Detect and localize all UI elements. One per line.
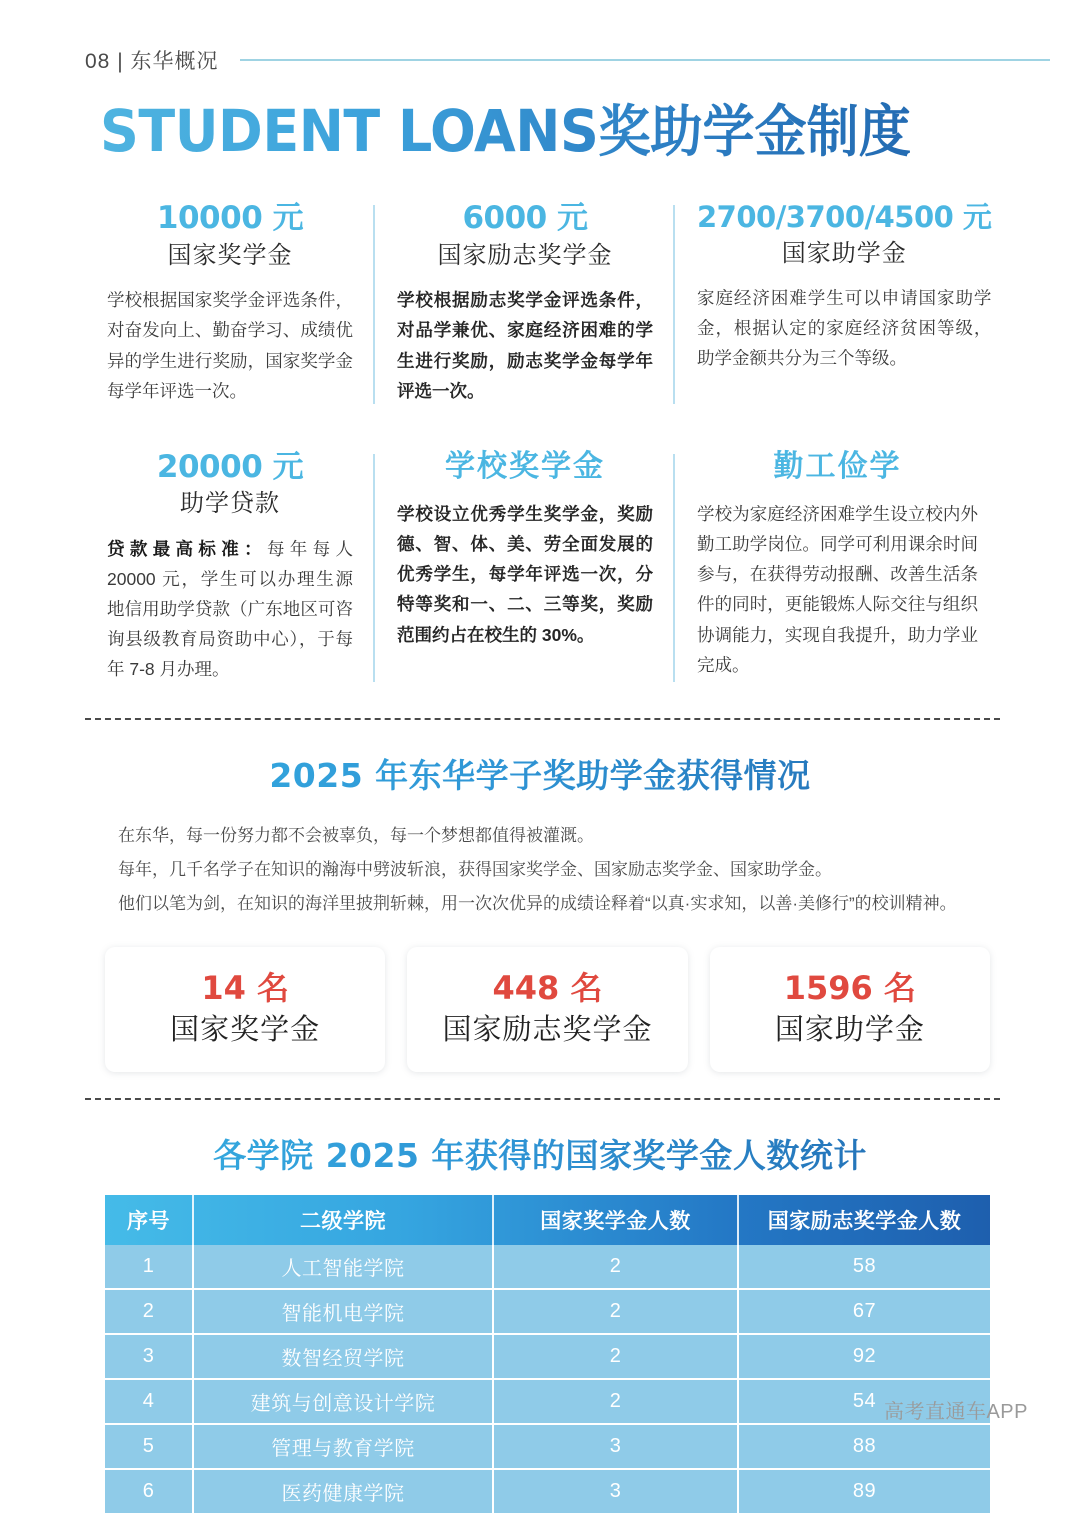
- table-col-header-inspirational: 国家励志奖学金人数: [767, 1209, 962, 1233]
- page-header: [0, 0, 1080, 73]
- policy-description-lead: 贷款最高标准：: [107, 538, 267, 559]
- policy-amount: 学校奖学金: [445, 448, 605, 484]
- awards-intro-line: 在东华，每一份努力都不会被辜负，每一个梦想都值得被灌溉。: [118, 826, 594, 846]
- policy-card-national-scholarship: [85, 199, 375, 413]
- cell-index: 3: [105, 1334, 193, 1379]
- policy-sublabel: 国家助学金: [781, 239, 907, 267]
- table-col-header-national: 国家奖学金人数: [493, 1195, 738, 1245]
- policy-description: 学校为家庭经济困难学生设立校内外勤工助学岗位。同学可利用课余时间参与，在获得劳动报酬、改善生活条件的同时，更能锻炼人际交往与组织协调能力，实现自我提升，助力学业完成。: [697, 504, 978, 675]
- policy-amount: 勤工俭学: [773, 448, 902, 484]
- cell-college: 医药健康学院: [193, 1469, 493, 1513]
- table-row: [105, 1245, 990, 1289]
- cell-index: 1: [105, 1245, 193, 1289]
- table-section-heading: 各学院 2025 年获得的国家奖学金人数统计: [0, 1130, 1080, 1177]
- policy-sublabel: 助学贷款: [180, 490, 280, 518]
- policy-grid-row-1: [85, 199, 1000, 413]
- stat-card: [710, 947, 990, 1072]
- table-row: [105, 1379, 990, 1424]
- awards-stat-cards: [105, 947, 990, 1072]
- cell-index: 5: [105, 1424, 193, 1469]
- page-folio: 08 | 东华概况: [85, 50, 219, 73]
- awards-intro-line: 他们以笔为剑，在知识的海洋里披荆斩棘，用一次次优异的成绩诠释着“以真·实求知，以善·美修行”的校训精神。: [118, 894, 957, 914]
- cell-index: 2: [105, 1289, 193, 1334]
- cell-national-count: 2: [493, 1379, 738, 1424]
- policy-card-work-study: [675, 448, 1000, 692]
- policy-sublabel: 国家奖学金: [167, 242, 293, 270]
- cell-national-count: 2: [493, 1245, 738, 1289]
- stat-count: 1596 名: [783, 969, 916, 1008]
- stat-label: 国家励志奖学金: [442, 1013, 653, 1046]
- divider-dashed-bottom: [85, 1098, 1000, 1100]
- policy-grid-row-2: [85, 448, 1000, 692]
- page-title-cn: 奖助学金制度: [598, 100, 911, 165]
- header-rule: [240, 59, 1050, 61]
- table-row: [105, 1289, 990, 1334]
- cell-inspirational-count: 58: [738, 1245, 990, 1289]
- cell-national-count: 3: [493, 1469, 738, 1513]
- cell-inspirational-count: 89: [738, 1469, 990, 1513]
- stat-label: 国家助学金: [774, 1013, 925, 1046]
- policy-amount: 2700/3700/4500 元: [697, 200, 992, 235]
- page-title: [100, 98, 1011, 165]
- awards-section-heading: 2025 年东华学子奖助学金获得情况: [0, 750, 1080, 797]
- cell-college: 管理与教育学院: [193, 1424, 493, 1469]
- policy-description: 家庭经济困难学生可以申请国家助学金，根据认定的家庭经济贫困等级，助学金额共分为三个等级。: [697, 287, 992, 369]
- policy-card-national-grant: [675, 199, 1013, 413]
- awards-intro-line: 每年，几千名学子在知识的瀚海中劈波斩浪，获得国家奖学金、国家励志奖学金、国家助学金。: [118, 860, 832, 880]
- policy-amount: 6000 元: [462, 200, 588, 237]
- table-row: [105, 1334, 990, 1379]
- table-row: [105, 1424, 990, 1469]
- policy-card-student-loan: [85, 448, 375, 692]
- policy-description-rest: 每年每人 20000 元，学生可以办理生源地信用助学贷款（广东地区可咨询县级教育局资助中心），于每年 7-8 月办理。: [107, 538, 354, 680]
- cell-inspirational-count: 92: [738, 1334, 990, 1379]
- cell-national-count: 3: [493, 1424, 738, 1469]
- policy-description: 学校设立优秀学生奖学金，奖励德、智、体、美、劳全面发展的优秀学生，每学年评选一次，分特等奖和一、二、三等奖，奖励范围约占在校生的 30%。: [397, 504, 653, 645]
- cell-college: 建筑与创意设计学院: [193, 1379, 493, 1424]
- footer-watermark: 高考直通车APP: [883, 1401, 1028, 1423]
- awards-intro: [118, 819, 1000, 921]
- cell-inspirational-count: 67: [738, 1289, 990, 1334]
- policy-card-inspirational-scholarship: [375, 199, 675, 413]
- table-header-row: [105, 1195, 990, 1245]
- cell-national-count: 2: [493, 1289, 738, 1334]
- policy-description: 学校根据国家奖学金评选条件，对奋发向上、勤奋学习、成绩优异的学生进行奖励，国家奖学金每学年评选一次。: [107, 290, 353, 401]
- table-head: [105, 1195, 990, 1245]
- divider-dashed-top: [85, 718, 1000, 720]
- policy-description: 学校根据励志奖学金评选条件，对品学兼优、家庭经济困难的学生进行奖励，励志奖学金每学年评选一次。: [397, 290, 653, 401]
- cell-index: 4: [105, 1379, 193, 1424]
- scholarship-table-wrap: [105, 1195, 990, 1513]
- stat-card: [407, 947, 687, 1072]
- page-title-en: STUDENT LOANS: [100, 97, 599, 165]
- stat-count: 14 名: [201, 969, 289, 1008]
- policy-card-school-scholarship: [375, 448, 675, 692]
- table-body: [105, 1245, 990, 1513]
- cell-national-count: 2: [493, 1334, 738, 1379]
- scholarship-table: [105, 1195, 990, 1513]
- cell-college: 人工智能学院: [193, 1245, 493, 1289]
- table-col-header-college: 二级学院: [193, 1195, 493, 1245]
- policy-description: [107, 534, 353, 684]
- cell-index: 6: [105, 1469, 193, 1513]
- cell-college: 数智经贸学院: [193, 1334, 493, 1379]
- stat-count: 448 名: [492, 969, 603, 1008]
- cell-inspirational-count: 54: [738, 1379, 990, 1424]
- policy-amount: 10000 元: [156, 200, 304, 237]
- cell-college: 智能机电学院: [193, 1289, 493, 1334]
- policy-sublabel: 国家励志奖学金: [437, 242, 613, 270]
- cell-inspirational-count: 88: [738, 1424, 990, 1469]
- stat-card: [105, 947, 385, 1072]
- table-col-header-index: 序号: [105, 1195, 193, 1245]
- stat-label: 国家奖学金: [170, 1013, 321, 1046]
- table-row: [105, 1469, 990, 1513]
- policy-amount: 20000 元: [156, 448, 304, 485]
